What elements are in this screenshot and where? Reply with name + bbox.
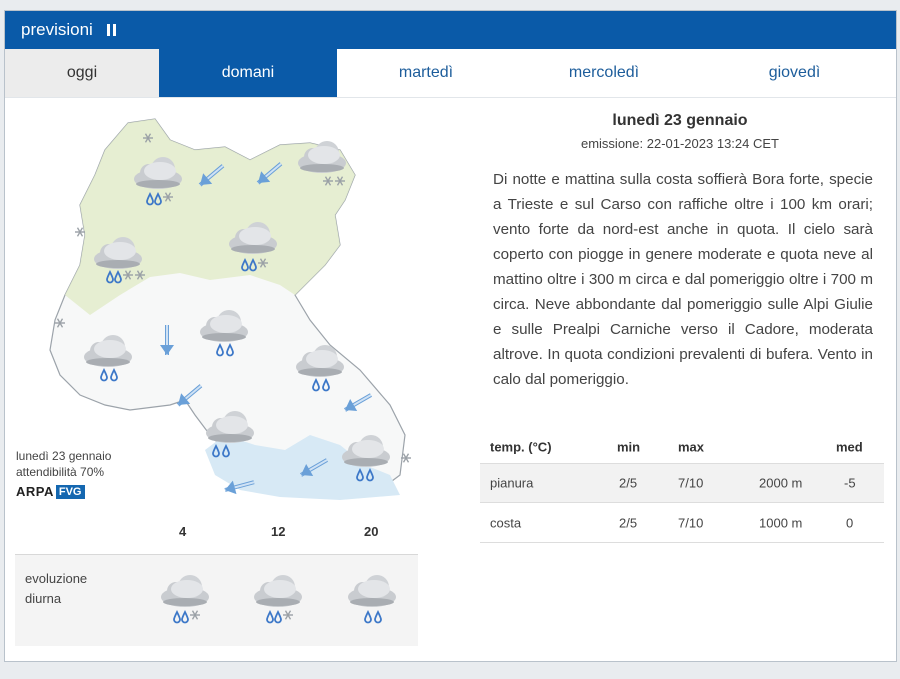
row-altitude: 2000 m — [759, 475, 803, 491]
col-max: max — [678, 439, 705, 454]
logo-fvg: FVG — [56, 485, 85, 499]
row-altitude: 1000 m — [759, 515, 803, 530]
logo-arpa: ARPA — [16, 484, 54, 499]
cloud-rain-icon — [342, 573, 402, 633]
col-temp: temp. (°C) — [490, 439, 552, 454]
row-max: 7/10 — [678, 475, 704, 491]
tab-oggi[interactable]: oggi — [5, 49, 159, 97]
table-header — [480, 430, 884, 463]
forecast-map — [10, 105, 430, 505]
tab-domani[interactable]: domani — [159, 49, 337, 97]
tab-martedi[interactable]: martedì — [398, 64, 454, 81]
evolution-label: evoluzione diurna — [25, 571, 88, 606]
emission-time: emissione: 22-01-2023 13:24 CET — [580, 136, 779, 151]
cloud-rain-snow-icon — [155, 573, 215, 633]
map-date: lunedì 23 gennaio — [16, 449, 112, 463]
tab-mercoledi[interactable]: mercoledì — [568, 64, 640, 81]
hour-label: 12 — [271, 524, 286, 539]
map-reliability: attendibilità 70% — [16, 465, 105, 479]
header-title: previsioni — [21, 20, 93, 39]
row-med: -5 — [844, 475, 856, 491]
row-min: 2/5 — [619, 475, 638, 491]
cloud-rain-snow-icon — [248, 573, 308, 633]
temperature-table — [480, 430, 884, 543]
row-min: 2/5 — [619, 515, 638, 530]
row-label: pianura — [490, 475, 534, 491]
pause-icon[interactable] — [107, 24, 116, 36]
col-med: med — [836, 439, 863, 454]
forecast-text: Di notte e mattina sulla costa soffierà Bora forte, specie a Trieste e sul Carso con raffiche oltre i 100 km orari; vento forte da nord-est anche in quota. Il cielo sarà coperto con piogge in genere moderate e quota neve al mattino oltre i 300 m circa e dal pomeriggio oltre i 700 m circa. Neve abbondante dal pomeriggio sulle Alpi Giulie e sulle Prealpi Carniche verso il Cadore, moderata altrove. In quota condizioni prevalenti di bufera. Vento in calo dal pomeriggio. — [493, 171, 873, 388]
row-label: costa — [490, 515, 522, 530]
map-caption — [16, 448, 111, 480]
tab-giovedi[interactable]: giovedì — [768, 64, 821, 81]
row-med: 0 — [846, 515, 854, 530]
table-row — [480, 503, 884, 543]
arpa-fvg-logo — [16, 484, 85, 499]
header-bar — [5, 11, 896, 49]
table-row — [480, 463, 884, 503]
hour-label: 20 — [364, 524, 379, 539]
row-max: 7/10 — [678, 515, 704, 530]
day-tabs — [5, 49, 896, 98]
hour-label: 4 — [179, 524, 187, 539]
daily-evolution — [15, 554, 418, 646]
forecast-date-title: lunedì 23 gennaio — [612, 112, 748, 129]
col-min: min — [617, 439, 641, 454]
